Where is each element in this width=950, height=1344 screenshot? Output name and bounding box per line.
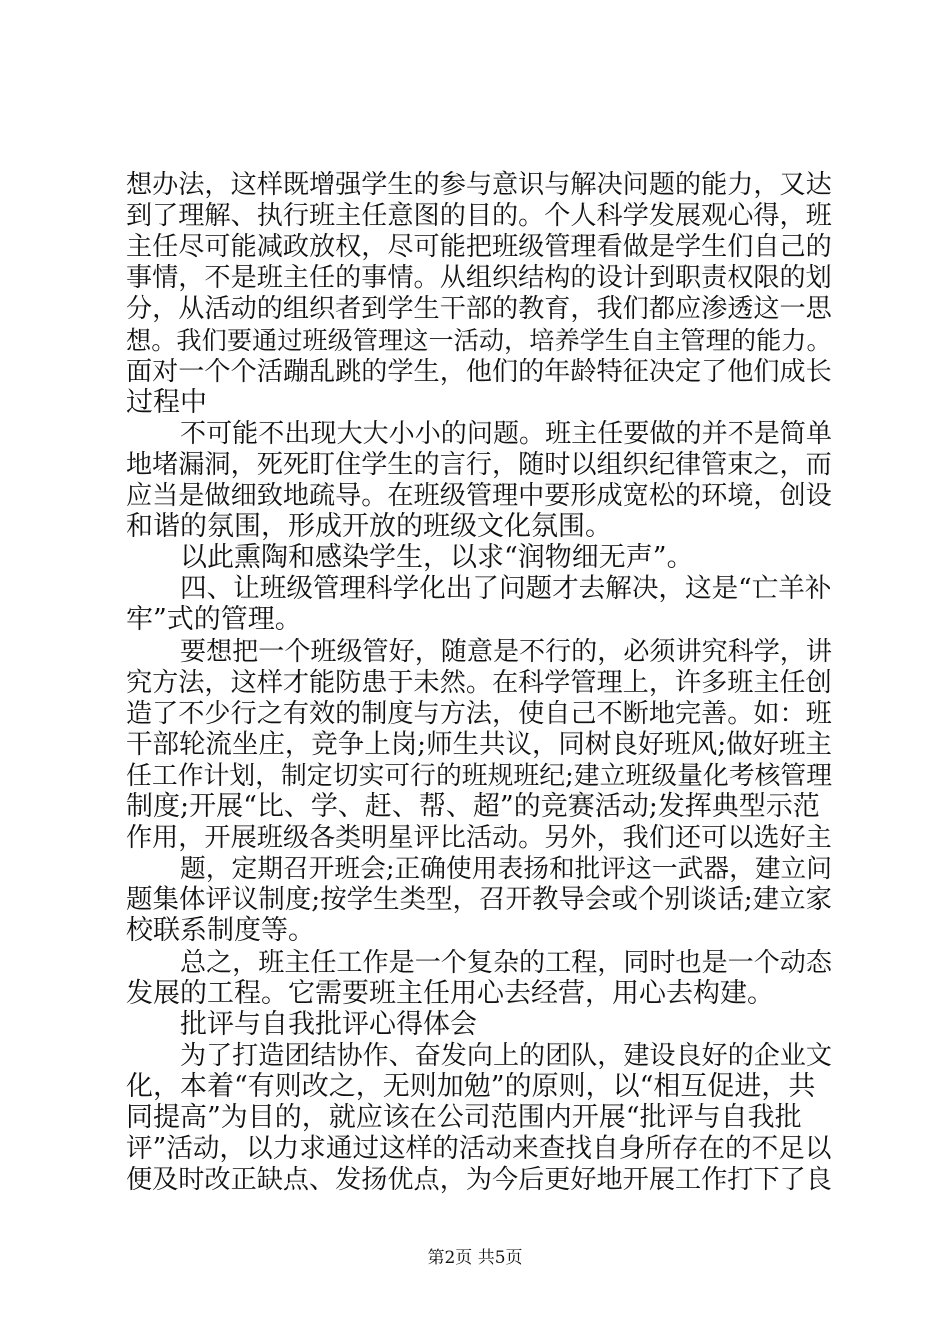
text-line: 同提高”为目的，就应该在公司范围内开展“批评与自我批 bbox=[126, 1102, 802, 1133]
text-line: 应当是做细致地疏导。在班级管理中要形成宽松的环境，创设 bbox=[126, 481, 832, 511]
text-line: 牢”式的管理。 bbox=[126, 604, 302, 636]
text-line: 作用，开展班级各类明星评比活动。另外，我们还可以选好主 bbox=[126, 823, 832, 854]
text-line: 便及时改正缺点、发扬优点，为今后更好地开展工作打下了良 bbox=[126, 1165, 832, 1196]
text-line: 想办法，这样既增强学生的参与意识与解决问题的能力，又达 bbox=[126, 170, 832, 200]
text-line: 过程中 bbox=[126, 386, 207, 418]
text-line: 发展的工程。它需要班主任用心去经营，用心去构建。 bbox=[126, 977, 774, 1009]
text-line: 化，本着“有则改之，无则加勉”的原则，以“相互促进，共 bbox=[126, 1070, 816, 1102]
text-line: 题集体评议制度;按学生类型，召开教导会或个别谈话;建立家 bbox=[126, 884, 832, 916]
text-line: 想。我们要通过班级管理这一活动，培养学生自主管理的能力。 bbox=[126, 325, 832, 355]
body-text bbox=[126, 168, 832, 1208]
text-line: 干部轮流坐庄，竞争上岗;师生共议，同树良好班风;做好班主 bbox=[126, 728, 832, 760]
text-line: 批评与自我批评心得体会 bbox=[180, 1008, 477, 1040]
text-line: 评”活动，以力求通过这样的活动来查找自身所存在的不足以 bbox=[126, 1133, 832, 1165]
text-line: 分，从活动的组织者到学生干部的教育，我们都应渗透这一思 bbox=[126, 294, 832, 325]
page-footer: 第2页 共5页 bbox=[427, 1248, 523, 1268]
text-line: 以此熏陶和感染学生，以求“润物细无声”。 bbox=[180, 542, 694, 574]
text-line: 校联系制度等。 bbox=[126, 915, 315, 947]
text-line: 究方法，这样才能防患于未然。在科学管理上，许多班主任创 bbox=[126, 667, 832, 698]
text-line: 任工作计划，制定切实可行的班规班纪;建立班级量化考核管理 bbox=[126, 760, 832, 791]
text-line: 造了不少行之有效的制度与方法，使自己不断地完善。如：班 bbox=[126, 698, 832, 729]
text-line: 制度;开展“比、学、赶、帮、超”的竞赛活动;发挥典型示范 bbox=[126, 791, 820, 822]
text-line: 主任尽可能减政放权，尽可能把班级管理看做是学生们自己的 bbox=[126, 232, 832, 263]
text-line: 总之，班主任工作是一个复杂的工程，同时也是一个动态 bbox=[180, 947, 832, 978]
text-line: 要想把一个班级管好，随意是不行的，必须讲究科学，讲 bbox=[180, 636, 832, 667]
text-line: 到了理解、执行班主任意图的目的。个人科学发展观心得，班 bbox=[126, 201, 832, 232]
text-line: 不可能不出现大大小小的问题。班主任要做的并不是简单 bbox=[180, 418, 832, 449]
text-line: 事情，不是班主任的事情。从组织结构的设计到职责权限的划 bbox=[126, 263, 832, 294]
text-line: 地堵漏洞，死死盯住学生的言行，随时以组织纪律管束之，而 bbox=[126, 449, 832, 480]
text-line: 四、让班级管理科学化出了问题才去解决，这是“亡羊补 bbox=[180, 573, 832, 605]
text-line: 为了打造团结协作、奋发向上的团队，建设良好的企业文 bbox=[180, 1040, 832, 1071]
text-line: 和谐的氛围，形成开放的班级文化氛围。 bbox=[126, 511, 612, 543]
text-line: 面对一个个活蹦乱跳的学生，他们的年龄特征决定了他们成长 bbox=[126, 356, 832, 387]
text-line: 题，定期召开班会;正确使用表扬和批评这一武器，建立问 bbox=[180, 854, 832, 885]
